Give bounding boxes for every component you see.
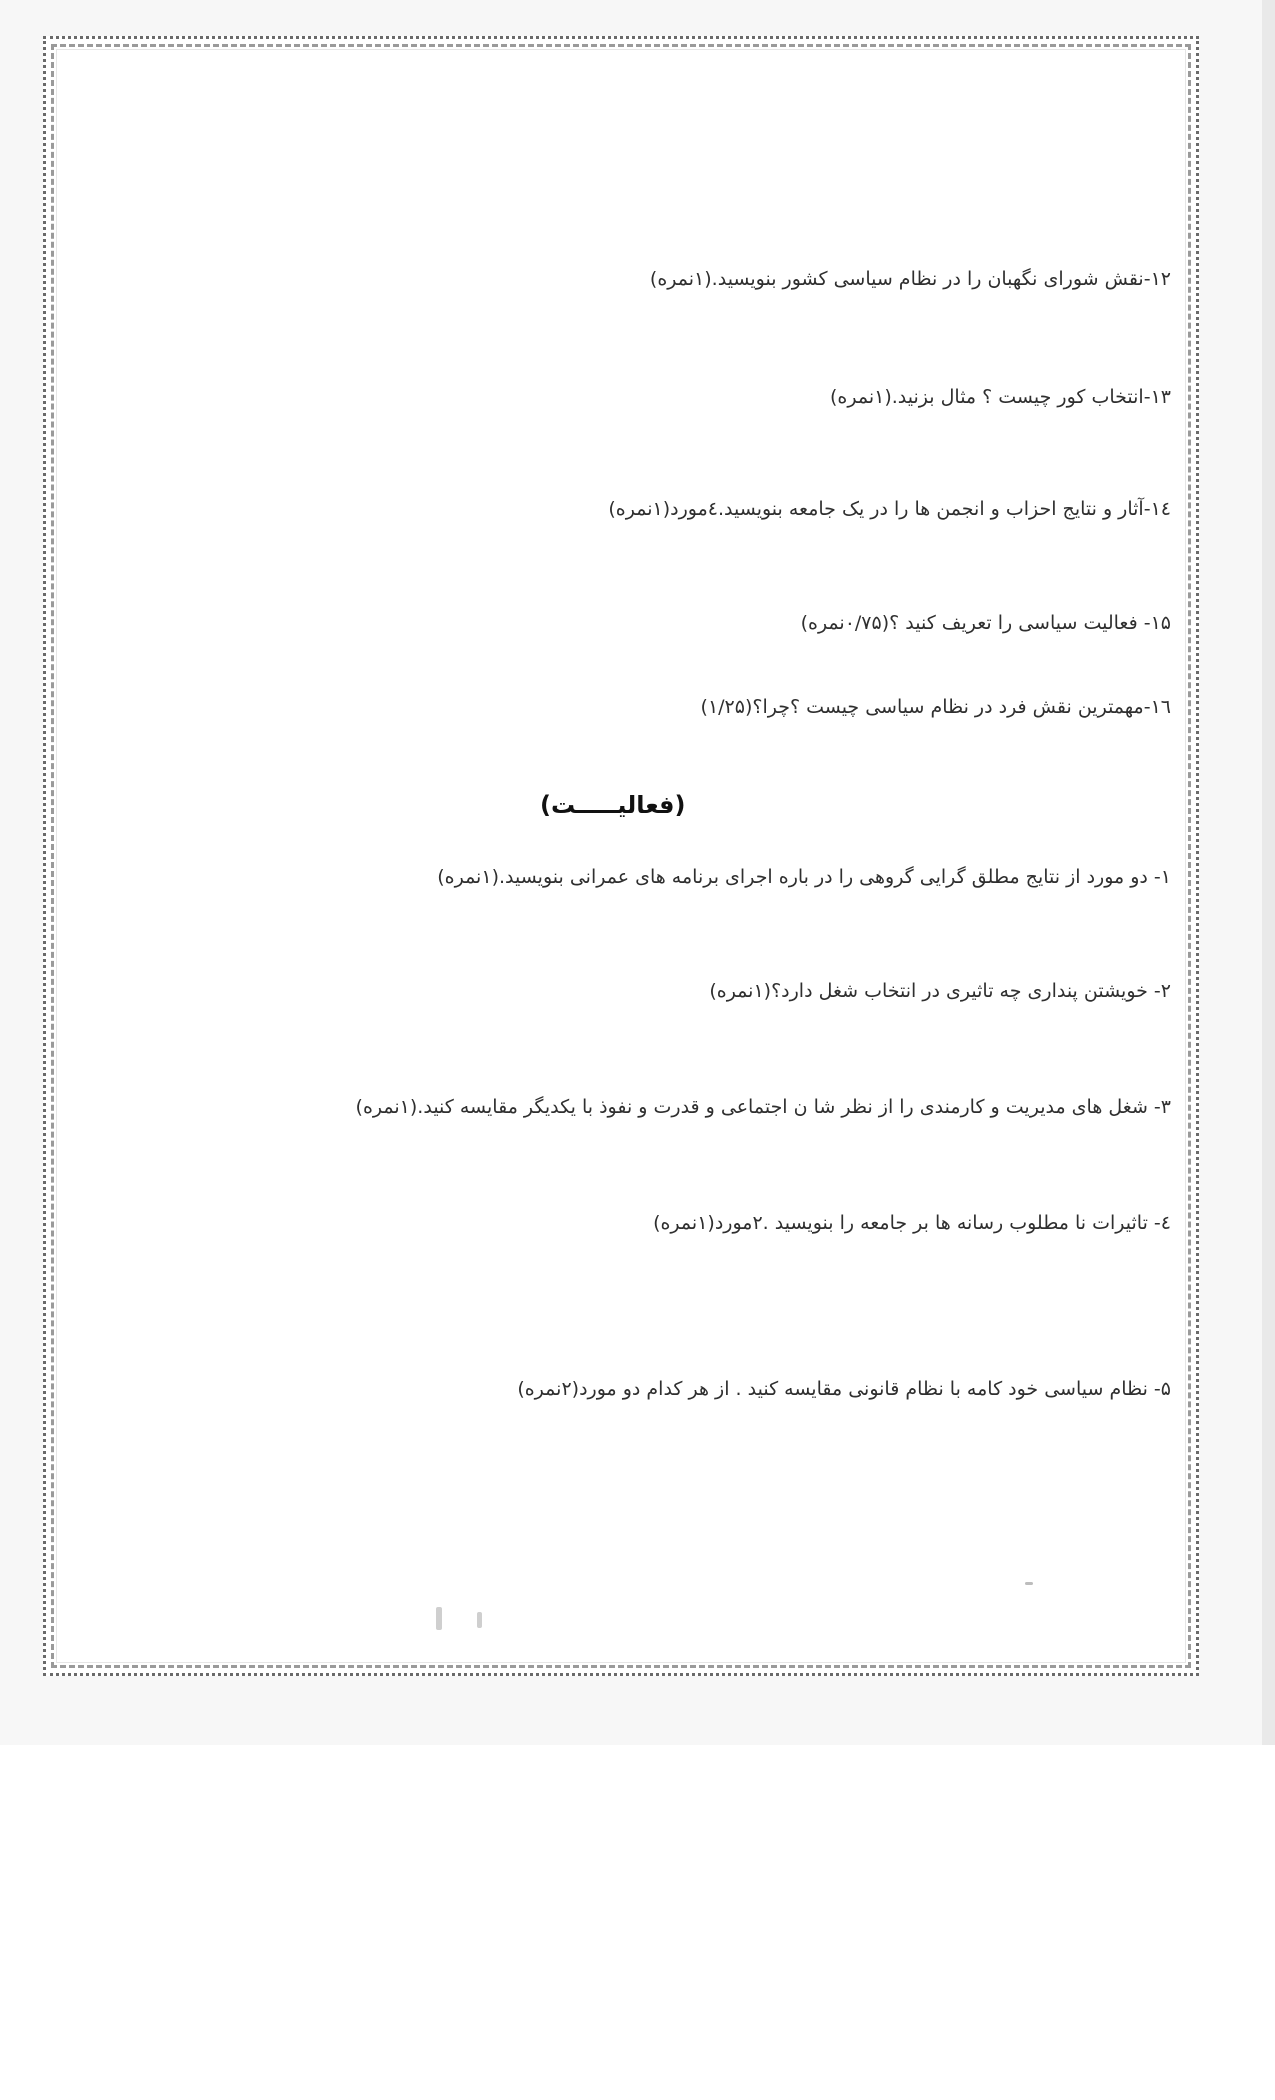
section-heading: (فعالیـــــت) — [540, 791, 686, 819]
activity-question-2: ۲- خویشتن پنداری چه تاثیری در انتخاب شغل دارد؟(۱نمره) — [709, 980, 1171, 1002]
scan-mark-right — [477, 1612, 482, 1628]
activity-question-3: ۳- شغل های مدیریت و کارمندی را از نظر شا ن اجتماعی و قدرت و نفوذ با یکدیگر مقایسه کنید.(۱نمره) — [355, 1096, 1171, 1118]
question-14: ۱٤-آثار و نتایج احزاب و انجمن ها را در یک جامعه بنویسید.٤مورد(۱نمره) — [608, 498, 1171, 520]
scan-mark-dot — [1025, 1582, 1033, 1585]
question-16: ۱٦-مهمترین نقش فرد در نظام سیاسی چیست ؟چرا؟(۱/۲۵) — [700, 696, 1171, 718]
question-12: ۱۲-نقش شورای نگهبان را در نظام سیاسی کشور بنویسید.(۱نمره) — [649, 268, 1171, 290]
scan-mark-left — [436, 1607, 442, 1630]
decorative-border-rule — [56, 49, 1186, 1663]
activity-question-1: ۱- دو مورد از نتایج مطلق گرایی گروهی را در باره اجرای برنامه های عمرانی بنویسید.(۱نمره) — [437, 866, 1171, 888]
activity-question-4: ٤- تاثیرات نا مطلوب رسانه ها بر جامعه را بنویسید .۲مورد(۱نمره) — [653, 1212, 1171, 1234]
question-13: ۱۳-انتخاب کور چیست ؟ مثال بزنید.(۱نمره) — [830, 386, 1171, 408]
scan-edge — [1262, 0, 1275, 1745]
question-15: ۱۵- فعالیت سیاسی را تعریف کنید ؟(۰/۷۵نمره) — [800, 612, 1171, 634]
activity-question-5: ۵- نظام سیاسی خود کامه با نظام قانونی مقایسه کنید . از هر کدام دو مورد(۲نمره) — [517, 1378, 1171, 1400]
